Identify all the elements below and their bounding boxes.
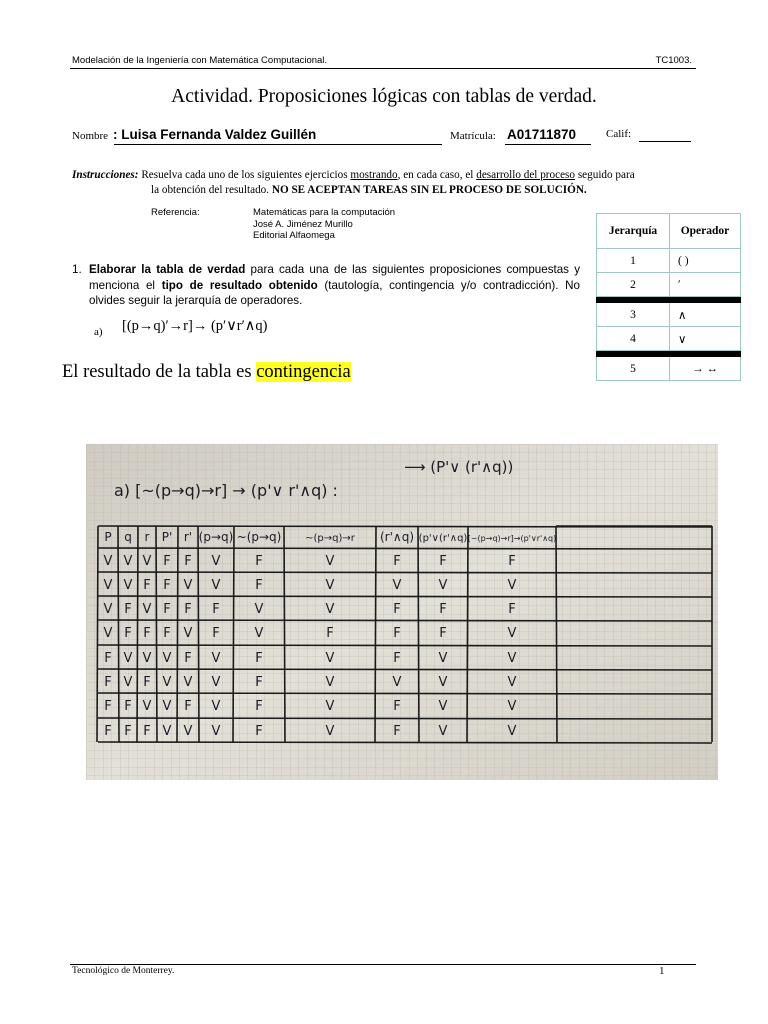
handwritten-truth-value: V	[162, 651, 172, 666]
handwritten-truth-value: V	[392, 578, 402, 593]
handwritten-truth-value: F	[104, 699, 112, 714]
handwritten-truth-value: F	[184, 651, 192, 666]
handwritten-truth-value: F	[104, 675, 112, 690]
handwritten-truth-value: V	[507, 578, 517, 593]
handwritten-truth-value: V	[325, 651, 335, 666]
handwritten-truth-value: F	[143, 578, 151, 593]
calif-blank	[639, 141, 691, 142]
table-row	[597, 273, 741, 297]
handwritten-truth-value: V	[325, 578, 335, 593]
instructions-text-1: Resuelva cada uno de los siguientes ejercicios	[138, 169, 351, 181]
handwritten-header-cell: (r'∧q)	[380, 530, 414, 544]
handwritten-truth-value: F	[439, 554, 447, 569]
handwritten-truth-value: V	[507, 699, 517, 714]
operator-symbol: ∨	[670, 327, 741, 351]
handwritten-truth-value: F	[393, 724, 401, 739]
handwritten-truth-value: F	[163, 626, 171, 641]
page-title: Actividad. Proposiciones lógicas con tablas de verdad.	[171, 86, 597, 107]
handwritten-truth-value: V	[254, 626, 264, 641]
handwritten-header-cell: r'	[183, 530, 193, 544]
handwritten-truth-value: V	[211, 651, 221, 666]
page-number: 1	[659, 965, 665, 977]
table-row	[597, 249, 741, 273]
handwritten-header-cell: (p'∨(r'∧q)	[418, 533, 468, 544]
handwritten-truth-value: V	[325, 675, 335, 690]
instructions-lead: Instrucciones:	[72, 169, 139, 181]
handwritten-truth-value: F	[104, 724, 112, 739]
handwritten-column-line	[233, 526, 234, 742]
table-header-operador: Operador	[670, 214, 741, 249]
handwritten-truth-value: V	[183, 626, 193, 641]
exercise-bold-2: tipo de resultado obtenido	[161, 278, 318, 292]
handwritten-truth-value: F	[508, 602, 516, 617]
reference-publisher: Editorial Alfaomega	[253, 230, 335, 241]
handwritten-truth-value: F	[255, 578, 263, 593]
footer-rule	[70, 964, 696, 965]
handwritten-row-line	[98, 645, 712, 646]
handwritten-truth-value: V	[254, 602, 264, 617]
handwritten-truth-value: F	[143, 724, 151, 739]
reference-author: José A. Jiménez Murillo	[253, 218, 353, 230]
instructions-warning: NO SE ACEPTAN TAREAS SIN EL PROCESO DE SOLUCIÓN.	[271, 184, 587, 196]
handwritten-truth-value: F	[326, 626, 334, 641]
exercise-item-label: a)	[94, 326, 103, 338]
hierarchy-level: 5	[597, 357, 670, 381]
handwritten-row-line	[98, 572, 712, 573]
handwritten-truth-value: V	[507, 651, 517, 666]
handwritten-row-line	[98, 548, 712, 549]
student-name: : Luisa Fernanda Valdez Guillén	[113, 127, 317, 142]
handwritten-truth-value: F	[212, 626, 220, 641]
handwritten-truth-value: V	[211, 554, 221, 569]
handwritten-column-line	[467, 526, 468, 742]
handwritten-header-cell: P'	[161, 530, 173, 544]
table-header-jerarquia: Jerarquía	[597, 214, 670, 249]
handwritten-column-line	[177, 526, 178, 742]
handwritten-truth-value: F	[439, 626, 447, 641]
handwritten-row-line	[98, 742, 712, 743]
handwritten-truth-value: F	[393, 626, 401, 641]
handwritten-truth-value: V	[438, 651, 448, 666]
handwritten-truth-value: V	[325, 554, 335, 569]
handwritten-truth-value: F	[255, 724, 263, 739]
name-underline	[114, 144, 442, 145]
handwritten-row-line	[98, 718, 712, 719]
handwritten-truth-value: F	[124, 724, 132, 739]
handwritten-truth-value: V	[162, 675, 172, 690]
instructions-text-2: , en cada caso, el	[397, 169, 477, 181]
handwritten-truth-value: F	[393, 554, 401, 569]
hierarchy-level: 2	[597, 273, 670, 297]
handwritten-truth-value: V	[142, 602, 152, 617]
handwritten-truth-value: F	[393, 651, 401, 666]
handwritten-truth-value: V	[325, 602, 335, 617]
reference-label: Referencia:	[151, 207, 200, 218]
handwritten-truth-value: F	[124, 602, 132, 617]
handwritten-truth-value: V	[438, 578, 448, 593]
table-row	[597, 303, 741, 327]
exercise-formula: [(p→q)ʹ→r]→ (pʹ∨rʹ∧q)	[122, 318, 268, 334]
handwritten-truth-value: F	[163, 602, 171, 617]
exercise-text-2: (tautología, contingencia y/o contradicción). No olvides seguir la jerarquía de operadores.	[89, 278, 580, 307]
handwritten-header-cell: [~(p→q)→r]→(p'∨r'∧q)	[467, 534, 557, 543]
handwritten-header-cell: ~(p→q)	[236, 530, 282, 544]
handwritten-truth-value: F	[255, 554, 263, 569]
handwritten-truth-value: V	[183, 675, 193, 690]
handwritten-column-line	[156, 526, 157, 742]
matricula-value: A01711870	[507, 127, 577, 142]
handwritten-truth-value: V	[325, 724, 335, 739]
handwritten-truth-value: V	[211, 724, 221, 739]
handwritten-truth-value: F	[104, 651, 112, 666]
handwritten-truth-value: V	[211, 699, 221, 714]
operator-symbol: → ↔	[670, 357, 741, 381]
matricula-label: Matrícula:	[450, 130, 496, 142]
handwritten-truth-value: V	[211, 578, 221, 593]
handwritten-truth-value: V	[123, 578, 133, 593]
handwritten-truth-value: V	[123, 554, 133, 569]
header-rule	[70, 68, 696, 69]
handwritten-truth-value: F	[393, 699, 401, 714]
handwritten-truth-value: F	[124, 626, 132, 641]
operator-hierarchy-table	[596, 213, 741, 381]
handwritten-truth-value: V	[103, 578, 113, 593]
handwritten-header-cell: r	[144, 530, 150, 544]
handwritten-column-line	[375, 526, 376, 742]
handwritten-truth-value: V	[123, 675, 133, 690]
handwritten-row-line	[98, 620, 712, 621]
handwritten-column-line	[118, 526, 119, 742]
exercise-number: 1.	[72, 263, 82, 276]
handwritten-truth-value: F	[255, 675, 263, 690]
handwritten-truth-value: F	[508, 554, 516, 569]
hierarchy-level: 1	[597, 249, 670, 273]
handwritten-truth-value: V	[325, 699, 335, 714]
handwritten-truth-value: V	[438, 675, 448, 690]
handwritten-column-line	[556, 526, 557, 742]
handwritten-header-cell: q	[124, 530, 132, 544]
handwritten-truth-value: F	[439, 602, 447, 617]
handwritten-column-line	[137, 526, 138, 742]
handwritten-row-line	[98, 669, 712, 670]
handwritten-truth-value: F	[184, 699, 192, 714]
handwritten-truth-value: V	[142, 651, 152, 666]
instructions-underline-1: mostrando	[350, 169, 398, 181]
calif-label: Calif:	[606, 128, 632, 140]
hierarchy-level: 4	[597, 327, 670, 351]
handwritten-truth-value: V	[438, 724, 448, 739]
exercise-1	[72, 262, 580, 309]
handwritten-truth-value: V	[183, 578, 193, 593]
handwritten-truth-value: V	[392, 675, 402, 690]
handwritten-truth-value: V	[507, 675, 517, 690]
handwritten-truth-value: V	[507, 724, 517, 739]
handwritten-note: ⟶ (P'∨ (r'∧q))	[404, 458, 514, 476]
reference-lines	[253, 207, 395, 242]
handwritten-truth-value: V	[103, 602, 113, 617]
handwritten-row-line	[98, 693, 712, 694]
handwritten-truth-value: V	[183, 724, 193, 739]
handwritten-truth-value: V	[103, 554, 113, 569]
instructions	[72, 168, 700, 198]
handwritten-truth-value: F	[212, 602, 220, 617]
reference-book-title: Matemáticas para la computación	[253, 207, 396, 218]
operator-symbol: ( )	[670, 249, 741, 273]
instructions-underline-2: desarrollo del proceso	[476, 169, 576, 181]
handwritten-column-line	[198, 526, 199, 742]
handwritten-truth-value: F	[163, 554, 171, 569]
operator-symbol: ∧	[670, 303, 741, 327]
handwritten-truth-table-photo	[86, 444, 718, 780]
handwritten-truth-value: V	[142, 699, 152, 714]
handwritten-truth-value: V	[507, 626, 517, 641]
instructions-text-4: la obtención del resultado.	[151, 184, 272, 196]
handwritten-header-cell: (p→q)	[198, 530, 234, 544]
footer-institution: Tecnológico de Monterrey.	[72, 966, 175, 976]
operator-symbol: ʹ	[670, 273, 741, 297]
handwritten-truth-value: V	[123, 651, 133, 666]
handwritten-column-line	[284, 526, 285, 742]
table-row	[597, 357, 741, 381]
handwritten-truth-value: V	[162, 724, 172, 739]
handwritten-truth-value: V	[162, 699, 172, 714]
handwritten-column-line	[418, 526, 419, 742]
handwritten-truth-value: F	[255, 651, 263, 666]
matricula-underline	[505, 144, 591, 145]
handwritten-row-line	[98, 526, 712, 527]
handwritten-column-line	[97, 526, 98, 742]
handwritten-title: a) [~(p→q)→r] → (p'∨ r'∧q) :	[114, 481, 338, 500]
result-prefix: El resultado de la tabla es	[62, 362, 257, 382]
result-highlight: contingencia	[256, 362, 351, 382]
name-label: Nombre	[72, 130, 109, 142]
result-sentence	[62, 362, 351, 383]
exercise-bold-1: Elaborar la tabla de verdad	[89, 263, 246, 276]
handwritten-row-line	[98, 596, 712, 597]
handwritten-truth-value: V	[103, 626, 113, 641]
handwritten-truth-value: V	[438, 699, 448, 714]
handwritten-truth-value: F	[184, 602, 192, 617]
hierarchy-level: 3	[597, 303, 670, 327]
table-row	[597, 327, 741, 351]
handwritten-truth-value: F	[255, 699, 263, 714]
handwritten-header-cell: P	[104, 530, 112, 544]
running-header-code: TC1003.	[655, 55, 692, 66]
handwritten-truth-value: F	[393, 602, 401, 617]
handwritten-truth-value: F	[143, 626, 151, 641]
handwritten-header-cell: ~(p→q)→r	[305, 533, 355, 544]
handwritten-truth-value: F	[184, 554, 192, 569]
exercise-text-1: para cada una de las siguientes proposiciones compuestas y menciona el	[89, 263, 580, 292]
instructions-text-3: seguido para	[575, 169, 635, 181]
handwritten-truth-value: F	[143, 675, 151, 690]
handwritten-truth-value: V	[211, 675, 221, 690]
handwritten-truth-value: F	[163, 578, 171, 593]
handwritten-truth-value: V	[142, 554, 152, 569]
running-header-course: Modelación de la Ingeniería con Matemática Computacional.	[72, 55, 328, 66]
handwritten-truth-value: F	[124, 699, 132, 714]
